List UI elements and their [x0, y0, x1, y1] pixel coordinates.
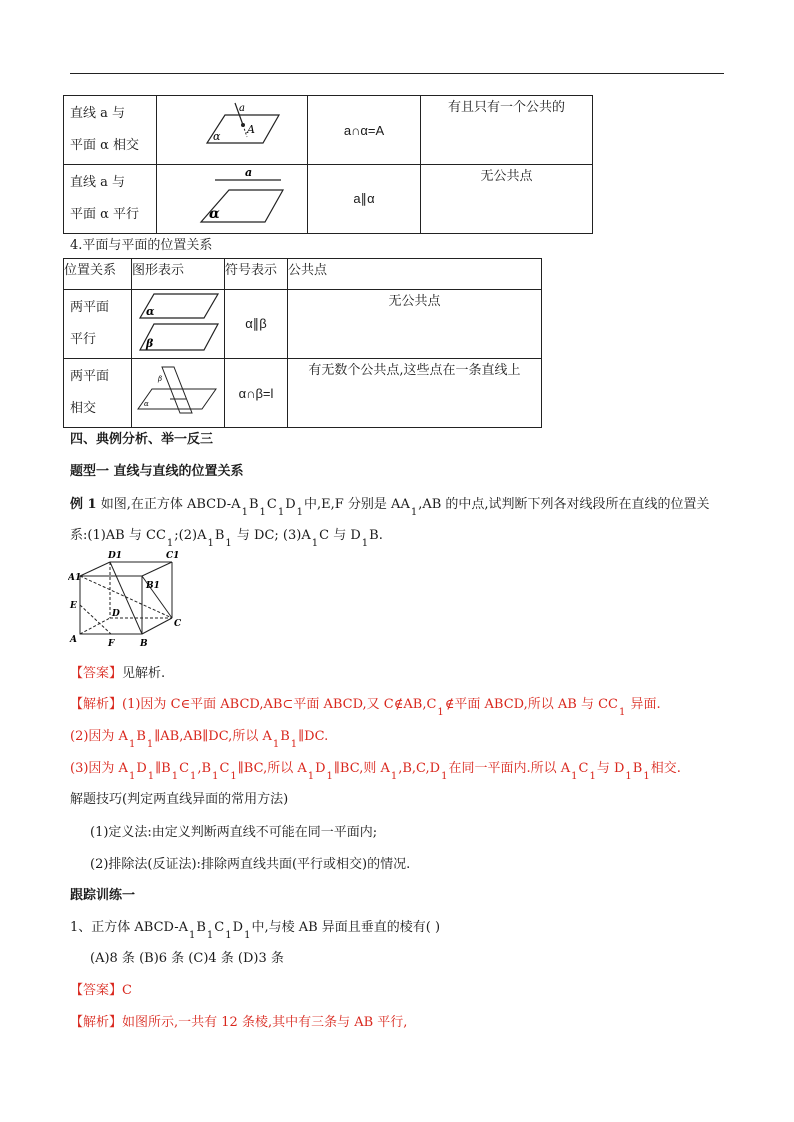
tip-2: (2)排除法(反证法):排除两直线共面(平行或相交)的情况. [90, 857, 411, 872]
fig-label-plane: α [213, 130, 221, 143]
cube-label: F [108, 639, 115, 649]
header-symbol: 符号表示 [225, 259, 288, 290]
intersecting-planes-figure [132, 359, 224, 423]
header-common-points: 公共点 [288, 259, 542, 290]
section-heading-plane-plane: 4.平面与平面的位置关系 [70, 238, 213, 253]
practice-options: (A)8 条 (B)6 条 (C)4 条 (D)3 条 [90, 951, 284, 966]
line-plane-table [63, 95, 593, 234]
answer-tag: 【答案】 [70, 666, 123, 681]
table-row [64, 165, 593, 234]
topic-heading: 题型一 直线与直线的位置关系 [70, 464, 244, 479]
analysis-line-3: (3)因为 $A_1D_1\parallel B_1C_1,B_1C_1\parallel BC$,所以 $A_1D_1\parallel BC$,则 $A_1,B,C,D_1$在同一平面内.所以 $A_1C_1$与 $D_1B_1$相交. [70, 761, 681, 782]
fig-label-a: a [239, 103, 245, 114]
fig-label-alpha: α [144, 400, 149, 408]
cube-label: B [140, 639, 148, 649]
symbol-cell: α∥β [225, 290, 288, 359]
cube-label: B1 [146, 581, 160, 591]
plane-plane-table [63, 258, 542, 428]
example-label: 例 1 [70, 497, 97, 512]
table-row [64, 359, 542, 428]
common-point-cell: 有无数个公共点,这些点在一条直线上 [288, 359, 542, 428]
fig-label-beta: β [146, 337, 154, 350]
symbol-cell: a∥α [308, 165, 421, 234]
cube-label: C [174, 619, 182, 629]
cube-label: E [70, 601, 77, 611]
tips-title: 解题技巧(判定两直线异面的常用方法) [70, 792, 289, 807]
row-label-line1: 两平面 [70, 369, 110, 384]
example-1-text-line2: 系:(1)AB 与 $CC_1;(2)A_1B_1$ 与 DC; $(3)A_1C$ 与 $D_1B$. [70, 528, 383, 549]
row-label-line2: 平行 [70, 332, 97, 347]
row-label-line2: 平面 α 平行 [70, 207, 140, 222]
fig-label-alpha: α [146, 305, 155, 318]
fig-label-beta: β [158, 375, 163, 383]
section-heading: 四、典例分析、举一反三 [70, 432, 214, 447]
cube-figure [68, 548, 184, 650]
practice-question-1: 1、正方体 ABCD-$A_1B_1C_1D_1$中,与棱 AB 异面且垂直的棱有( ) [70, 920, 441, 941]
answer-line [70, 662, 165, 681]
line-intersects-plane-figure [157, 97, 307, 159]
answer-text: 见解析. [122, 666, 166, 681]
practice-title: 跟踪训练一 [70, 888, 136, 903]
cube-label: D1 [108, 551, 123, 561]
row-label-line1: 直线 a 与 [70, 175, 126, 190]
cube-label: A [70, 635, 77, 645]
common-point-cell: 无公共点 [421, 165, 593, 234]
fig-label-plane: α [209, 206, 220, 222]
fig-label-a: a [245, 166, 253, 179]
header-rule [70, 73, 724, 74]
cube-label: D [112, 609, 120, 619]
symbol-cell: a∩α=A [308, 96, 421, 165]
parallel-planes-figure [132, 290, 224, 354]
table-header-row [64, 259, 542, 290]
header-position: 位置关系 [64, 259, 132, 290]
analysis-line-1: 【解析】(1)因为 C∈平面 ABCD,AB⊂平面 ABCD,又 $C\notin AB,C_1\notin$平面 ABCD,所以 AB 与 $CC_1$ 异面. [70, 697, 661, 718]
common-point-cell: 有且只有一个公共的 [421, 96, 593, 165]
cube-label: C1 [166, 551, 180, 561]
common-point-cell: 无公共点 [288, 290, 542, 359]
row-label-line1: 两平面 [70, 300, 110, 315]
symbol-cell: α∩β=l [225, 359, 288, 428]
practice-analysis: 【解析】如图所示,一共有 12 条棱,其中有三条与 AB 平行, [70, 1015, 408, 1030]
cube-label: A1 [68, 573, 82, 583]
line-parallel-plane-figure [157, 166, 307, 228]
practice-answer: 【答案】C [70, 983, 132, 998]
row-label-line2: 平面 α 相交 [70, 138, 140, 153]
header-figure: 图形表示 [132, 259, 225, 290]
example-1-text: 例 1 如图,在正方体 ABCD-$A_1B_1C_1D_1$中,E,F 分别是 $AA_1,AB$ 的中点,试判断下列各对线段所在直线的位置关 [70, 497, 710, 518]
table-row [64, 290, 542, 359]
row-label-line2: 相交 [70, 401, 97, 416]
table-row [64, 96, 593, 165]
analysis-line-2: (2)因为 $A_1B_1\parallel AB,AB\parallel DC$,所以 $A_1B_1\parallel DC$. [70, 729, 329, 750]
row-label-line1: 直线 a 与 [70, 106, 126, 121]
tip-1: (1)定义法:由定义判断两直线不可能在同一平面内; [90, 825, 378, 840]
fig-label-A: A [247, 123, 255, 136]
